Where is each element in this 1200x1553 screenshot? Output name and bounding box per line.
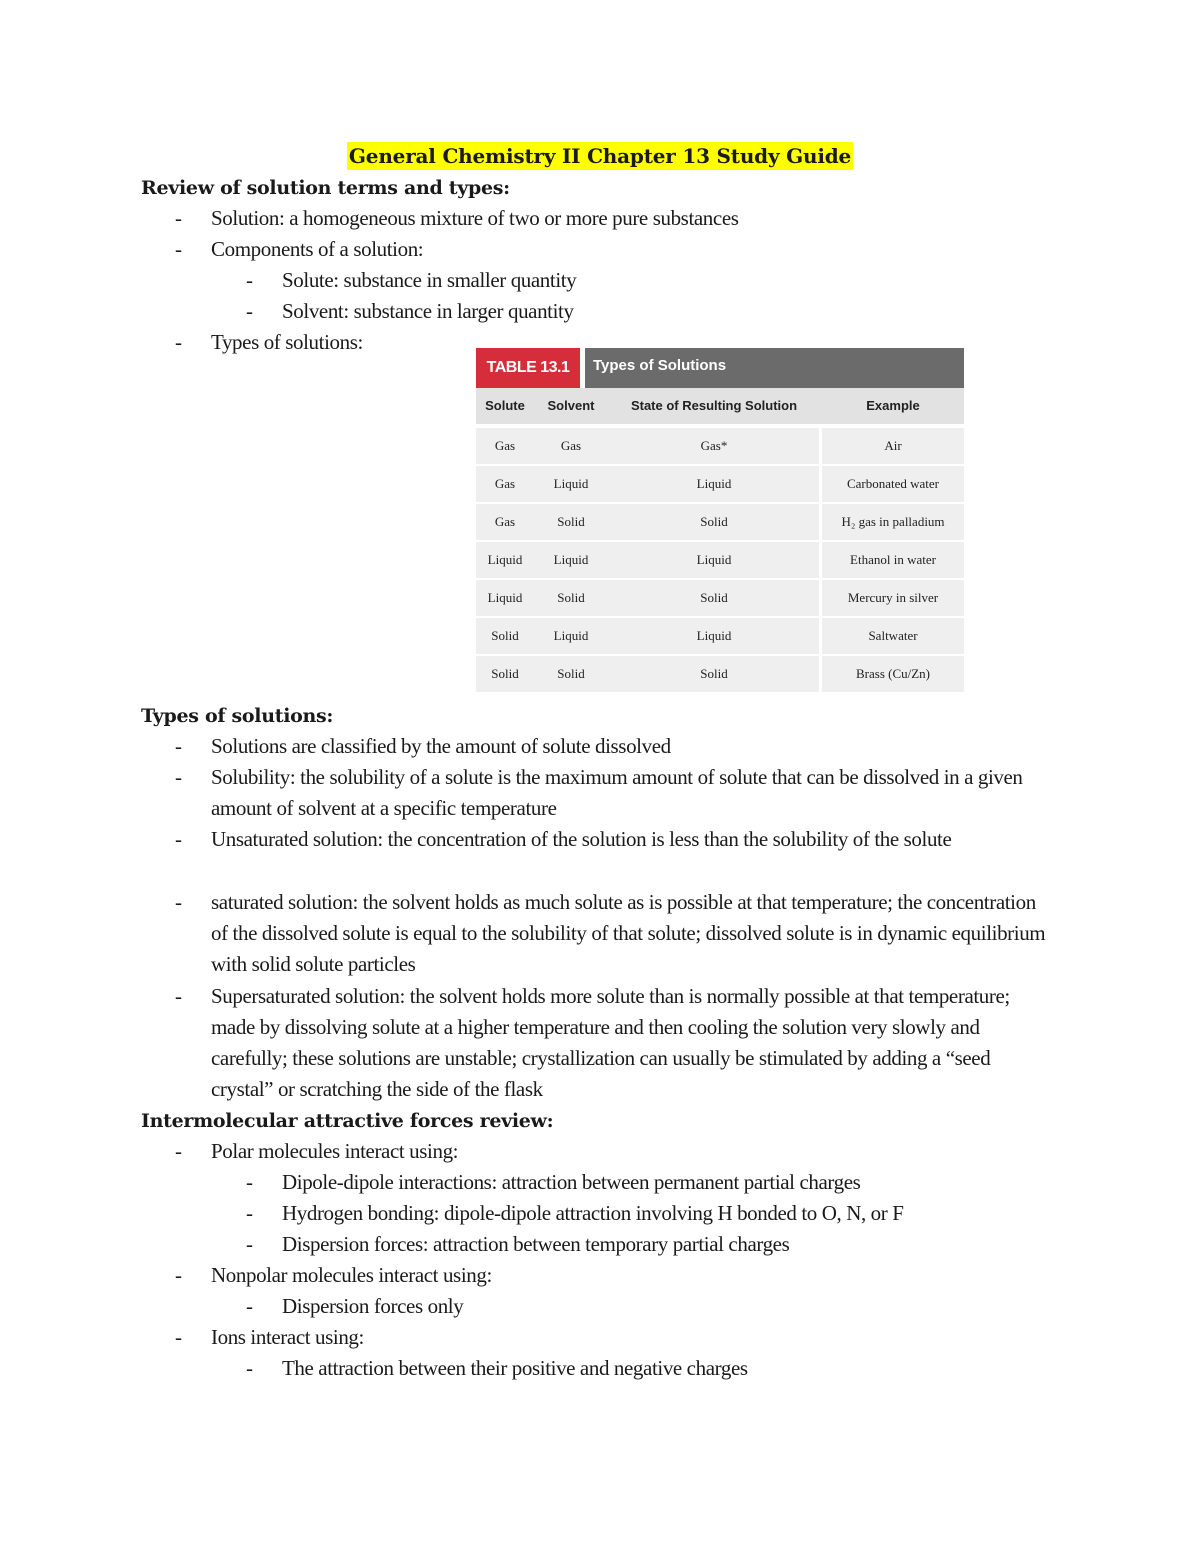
list-item: - Dispersion forces only — [246, 1291, 1066, 1322]
table-row — [476, 656, 964, 692]
list-item: - saturated solution: the solvent holds as much solute as is possible at that temperature; the concentration of the dissolved solute is equal to the solubility of that solute; dissolved solute is in dynamic equilibrium with solid solute particles — [175, 887, 1055, 980]
list-item: - Ions interact using: — [175, 1322, 1055, 1353]
column-header-state: State of Resulting Solution — [630, 398, 798, 413]
list-item: - Solvent: substance in larger quantity — [246, 296, 1066, 327]
table-row — [476, 504, 964, 540]
list-item: - Unsaturated solution: the concentration of the solution is less than the solubility of the solute — [175, 824, 1055, 855]
cell-example: Ethanol in water — [850, 552, 936, 567]
cell-example: Mercury in silver — [847, 590, 939, 605]
cell-state: Solid — [700, 666, 728, 681]
cell-solvent: Gas — [560, 438, 582, 453]
table-row — [476, 466, 964, 502]
list-item: - Solutions are classified by the amount of solute dissolved — [175, 731, 1055, 762]
bullet-dash: - — [175, 1325, 182, 1349]
list-item: - Dipole-dipole interactions: attraction between permanent partial charges — [246, 1167, 1066, 1198]
cell-solute: Liquid — [487, 590, 523, 605]
cell-example: Carbonated water — [846, 476, 940, 491]
cell-solute: Solid — [491, 666, 519, 681]
title-wrap — [0, 142, 1200, 170]
list-item: - Types of solutions: — [175, 327, 435, 358]
cell-example: Brass (Cu/Zn) — [855, 666, 931, 681]
bullet-dash: - — [175, 890, 182, 914]
page-title: General Chemistry II Chapter 13 Study Guide — [348, 144, 852, 168]
cell-state: Solid — [700, 514, 728, 529]
list-item: - The attraction between their positive and negative charges — [246, 1353, 1066, 1384]
bullet-dash: - — [246, 268, 253, 292]
list-item: - Dispersion forces: attraction between temporary partial charges — [246, 1229, 1066, 1260]
solutions-table — [476, 348, 964, 696]
bullet-dash: - — [246, 1201, 253, 1225]
column-header-solvent: Solvent — [547, 398, 595, 413]
table-row — [476, 618, 964, 654]
bullet-dash: - — [175, 734, 182, 758]
table-row — [476, 542, 964, 578]
cell-solute: Gas — [494, 438, 516, 453]
bullet-dash: - — [175, 984, 182, 1008]
list-item: - Solubility: the solubility of a solute is the maximum amount of solute that can be dissolved in a given amount of solvent at a specific temperature — [175, 762, 1055, 824]
cell-solvent: Liquid — [553, 552, 589, 567]
bullet-dash: - — [175, 1139, 182, 1163]
list-item: - Supersaturated solution: the solvent holds more solute than is normally possible at that temperature; made by dissolving solute at a higher temperature and then cooling the solution very slowly and carefully; these solutions are unstable; crystallization can usually be stimulated by adding a “seed crystal” or scratching the side of the flask — [175, 981, 1055, 1105]
table-row — [476, 580, 964, 616]
types-heading: Types of solutions: — [141, 705, 334, 727]
cell-state: Gas* — [700, 438, 728, 453]
bullet-dash: - — [175, 330, 182, 354]
table-number: TABLE 13.1 — [476, 348, 580, 388]
list-item: - Solute: substance in smaller quantity — [246, 265, 1066, 296]
cell-solvent: Liquid — [553, 476, 589, 491]
table-column-headers — [476, 388, 964, 424]
list-item: - Components of a solution: — [175, 234, 1055, 265]
cell-state: Liquid — [696, 552, 732, 567]
bullet-dash: - — [175, 827, 182, 851]
table-header-bar — [476, 348, 964, 388]
cell-solute: Gas — [494, 476, 516, 491]
review-heading: Review of solution terms and types: — [141, 177, 510, 199]
forces-heading: Intermolecular attractive forces review: — [141, 1110, 554, 1132]
column-header-example: Example — [866, 398, 920, 413]
list-item: - Hydrogen bonding: dipole-dipole attraction involving H bonded to O, N, or F — [246, 1198, 1066, 1229]
cell-solute: Solid — [491, 628, 519, 643]
cell-solvent: Solid — [557, 666, 585, 681]
table-name: Types of Solutions — [585, 348, 964, 388]
cell-example: Air — [884, 438, 902, 453]
bullet-dash: - — [175, 206, 182, 230]
cell-solute: Liquid — [487, 552, 523, 567]
cell-state: Solid — [700, 590, 728, 605]
bullet-dash: - — [246, 1170, 253, 1194]
bullet-dash: - — [246, 1232, 253, 1256]
cell-solute: Gas — [494, 514, 516, 529]
bullet-dash: - — [175, 1263, 182, 1287]
cell-example: H₂ gas in palladium — [841, 514, 945, 529]
bullet-dash: - — [175, 765, 182, 789]
bullet-dash: - — [246, 1294, 253, 1318]
cell-state: Liquid — [696, 628, 732, 643]
list-item: - Nonpolar molecules interact using: — [175, 1260, 1055, 1291]
cell-example: Saltwater — [868, 628, 918, 643]
list-item: - Solution: a homogeneous mixture of two or more pure substances — [175, 203, 1055, 234]
bullet-dash: - — [246, 1356, 253, 1380]
cell-state: Liquid — [696, 476, 732, 491]
list-item: - Polar molecules interact using: — [175, 1136, 1055, 1167]
bullet-dash: - — [175, 237, 182, 261]
cell-solvent: Liquid — [553, 628, 589, 643]
cell-solvent: Solid — [557, 590, 585, 605]
bullet-dash: - — [246, 299, 253, 323]
column-header-solute: Solute — [485, 398, 525, 413]
cell-solvent: Solid — [557, 514, 585, 529]
table-row — [476, 428, 964, 464]
